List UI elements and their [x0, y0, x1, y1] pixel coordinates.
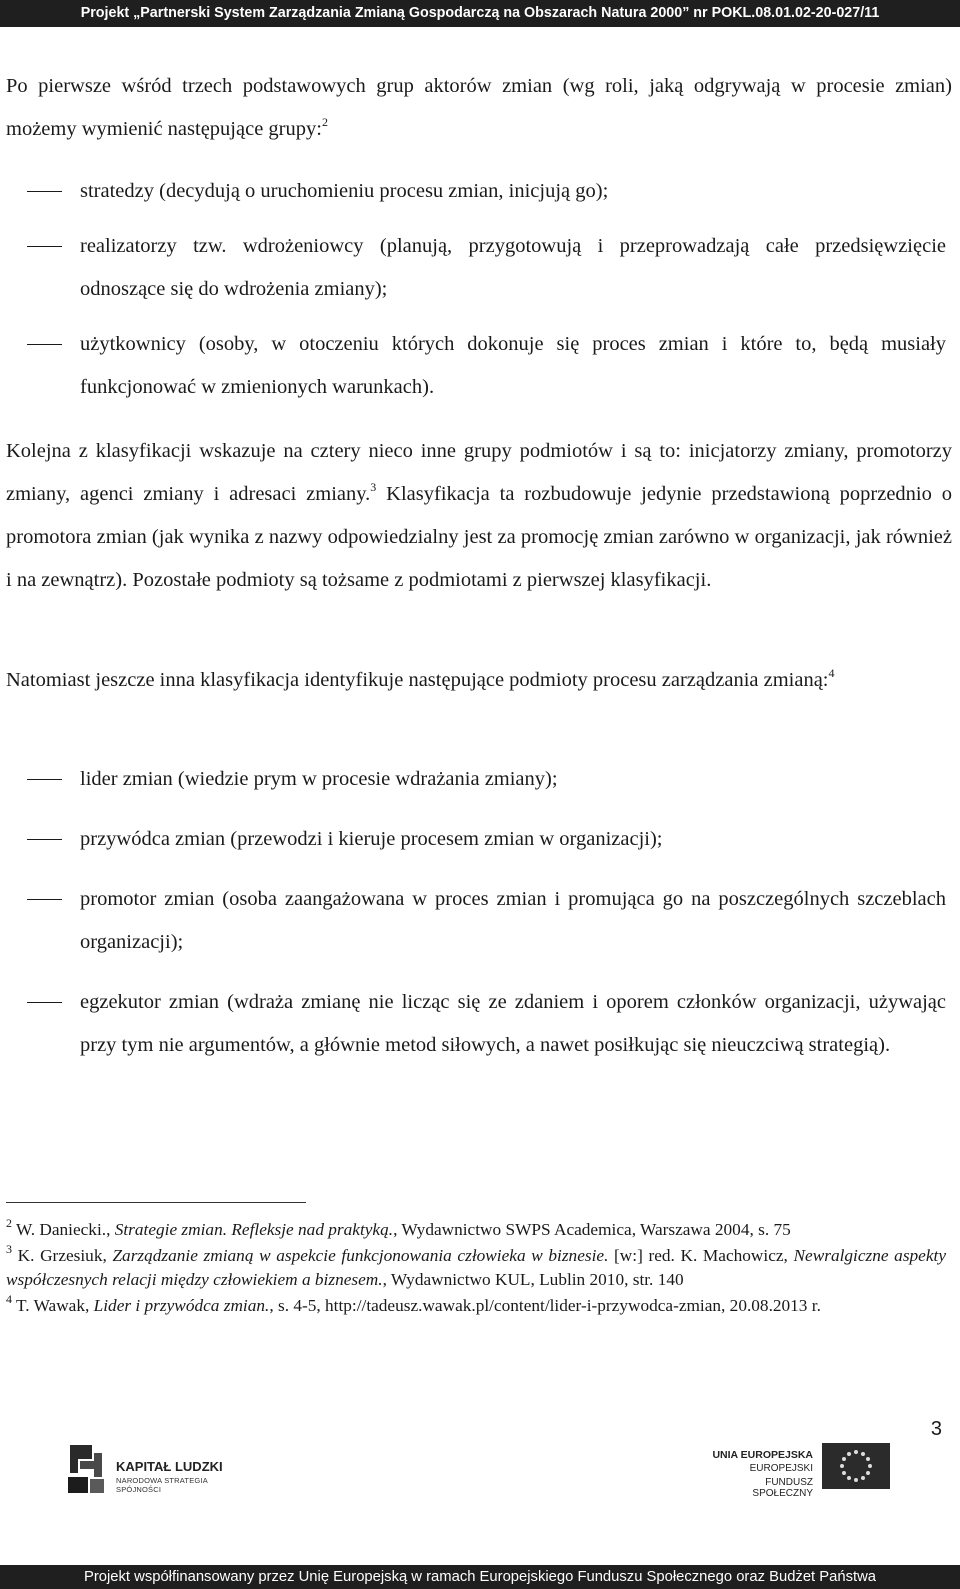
list-item-text: realizatorzy tzw. wdrożeniowcy (planują, przygotowują i przeprowadzają całe przedsięwzięcie odnoszące się do wdrożenia zmiany);: [80, 235, 946, 300]
footnote-text: [w:] red. K. Machowicz,: [608, 1246, 794, 1265]
actor-groups-list: [0, 170, 952, 409]
list-item-text: egzekutor zmian (wdraża zmianę nie licząc się ze zdaniem i oporem członków organizacji, używając przy tym nie argumentów, a głównie metod siłowych, a nawet posiłkując się nieuczciwą strategią).: [80, 991, 946, 1056]
footnote-title: Strategie zmian. Refleksje nad praktyką.: [114, 1220, 394, 1239]
dash-bullet: [27, 899, 62, 900]
footnote-text: T. Wawak,: [12, 1296, 94, 1315]
footnote-2: [6, 1218, 946, 1242]
dash-bullet: [27, 344, 62, 345]
intro-paragraph: [6, 65, 952, 151]
list-item-text: lider zmian (wiedzie prym w procesie wdrażania zmiany);: [80, 768, 558, 790]
kapital-ludzki-logo: [64, 1439, 244, 1499]
footnote-3: [6, 1244, 946, 1292]
page-header: Projekt „Partnerski System Zarządzania Zmianą Gospodarczą na Obszarach Natura 2000” nr POKL.08.01.02-20-027/11: [0, 0, 960, 27]
footnote-title: Zarządzanie zmianą w aspekcie funkcjonowania człowieka w biznesie.: [112, 1246, 609, 1265]
footnote-ref-3[interactable]: 3: [370, 480, 377, 494]
footnote-ref-2[interactable]: 2: [321, 115, 328, 129]
paragraph-text: Natomiast jeszcze inna klasyfikacja identyfikuje następujące podmioty procesu zarządzania zmianą:: [6, 669, 829, 691]
logo-line: FUNDUSZ SPOŁECZNY: [752, 1477, 813, 1499]
footnote-text: , s. 4-5, http://tadeusz.wawak.pl/content/lider-i-przywodca-zmian, 20.08.2013 r.: [269, 1296, 821, 1315]
dash-bullet: [27, 1002, 62, 1003]
list-item: [0, 981, 946, 1067]
dash-bullet: [27, 191, 62, 192]
list-item: [0, 818, 946, 861]
dash-bullet: [27, 246, 62, 247]
footnote-title: Lider i przywódca zmian.: [93, 1296, 270, 1315]
footnote-divider: [6, 1202, 306, 1203]
footnote-text: K. Grzesiuk,: [12, 1246, 113, 1265]
list-item-text: użytkownicy (osoby, w otoczeniu których dokonuje się proces zmian i które to, będą musiały funkcjonować w zmienionych warunkach).: [80, 333, 946, 398]
page-number: 3: [930, 1418, 942, 1440]
list-item-text: przywódca zmian (przewodzi i kieruje procesem zmian w organizacji);: [80, 828, 663, 850]
footnote-4: [6, 1294, 946, 1318]
classification-paragraph: [6, 430, 952, 602]
list-item-text: promotor zmian (osoba zaangażowana w proces zmian i promująca go na poszczególnych szczeblach organizacji);: [80, 888, 946, 953]
logo-subtitle: NARODOWA STRATEGIA SPÓJNOŚCI: [116, 1476, 208, 1494]
footnotes: [6, 1218, 946, 1320]
eu-stars-icon: [822, 1443, 890, 1489]
third-classification-paragraph: [6, 659, 952, 702]
footnote-number: 4: [6, 1292, 12, 1306]
logo-name: KAPITAŁ LUDZKI: [116, 1459, 223, 1474]
paragraph-text-a: Kolejna z klasyfikacji wskazuje na cztery nieco inne grupy podmiotów i są to: inicjatorzy zmiany, promotorzy zmiany, agenci zmiany i adresaci zmiany.: [6, 440, 952, 505]
dash-bullet: [27, 779, 62, 780]
list-item-text: stratedzy (decydują o uruchomieniu procesu zmian, inicjują go);: [80, 180, 609, 202]
list-item: [0, 170, 946, 213]
list-item: [0, 225, 946, 311]
list-item: [0, 878, 946, 964]
list-item: [0, 323, 946, 409]
eu-flag-icon: [822, 1443, 890, 1489]
page-footer: Projekt współfinansowany przez Unię Europejską w ramach Europejskiego Funduszu Społecznego oraz Budżet Państwa: [0, 1565, 960, 1589]
change-subjects-list: [0, 758, 952, 1067]
footnote-text: , Wydawnictwo KUL, Lublin 2010, str. 140: [382, 1270, 684, 1289]
kapital-ludzki-mark-icon: [64, 1443, 108, 1495]
logo-line: UNIA EUROPEJSKA: [712, 1449, 813, 1461]
logo-line: EUROPEJSKI: [749, 1463, 813, 1474]
footnote-text: W. Daniecki.,: [12, 1220, 115, 1239]
footnote-ref-4[interactable]: 4: [828, 666, 835, 680]
footnote-text: , Wydawnictwo SWPS Academica, Warszawa 2004, s. 75: [393, 1220, 791, 1239]
list-item: [0, 758, 946, 801]
footnote-number: 2: [6, 1216, 12, 1230]
paragraph-text-b: Klasyfikacja ta rozbudowuje jedynie przedstawioną poprzednio o promotora zmian (jak wynika z nazwy odpowiedzialny jest za promocję zmian zarówno w organizacji, jak również i na zewnątrz). Pozostałe podmioty są tożsame z podmiotami z pierwszej klasyfikacji.: [6, 483, 952, 591]
footnote-number: 3: [6, 1242, 12, 1256]
eu-social-fund-logo: [708, 1439, 948, 1499]
intro-text: Po pierwsze wśród trzech podstawowych grup aktorów zmian (wg roli, jaką odgrywają w procesie zmian) możemy wymienić następujące grupy:: [6, 75, 952, 140]
dash-bullet: [27, 839, 62, 840]
footnote-title: Newralgiczne aspekty współczesnych relacji między człowiekiem a biznesem.: [6, 1246, 946, 1289]
